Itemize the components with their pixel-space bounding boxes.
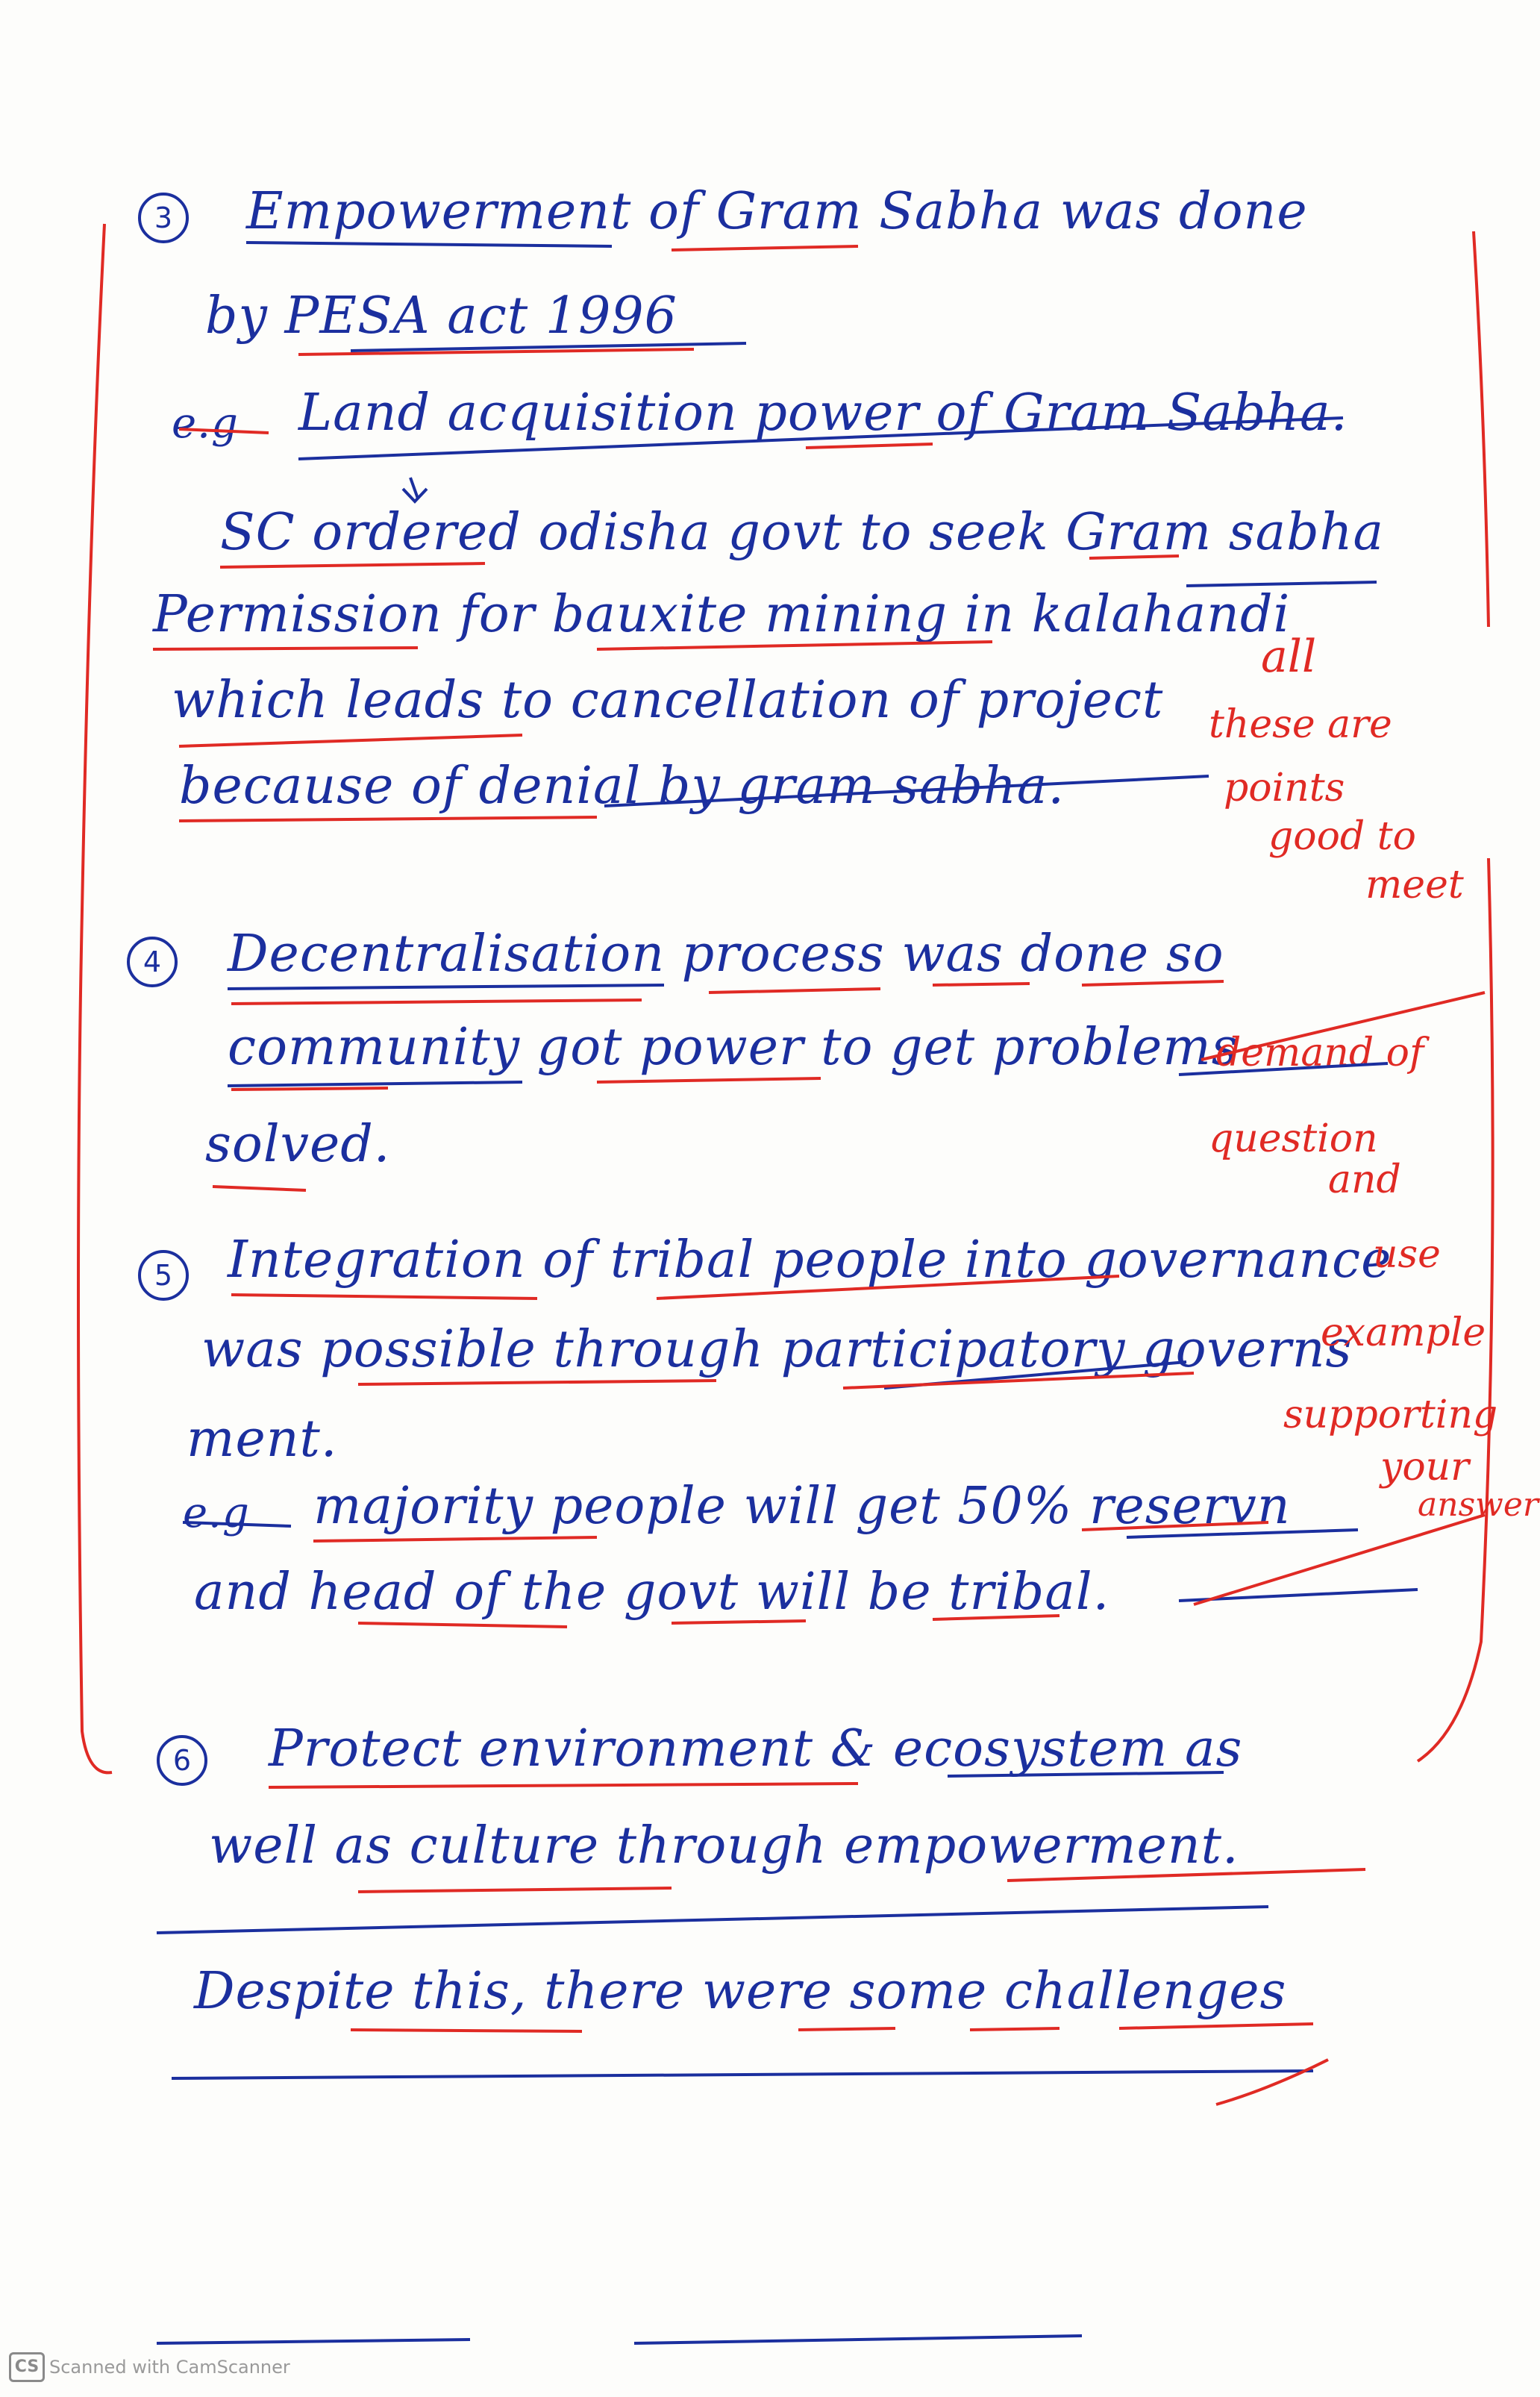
remark-answer: answer (1418, 1486, 1539, 1524)
point-6-line-1: Protect environment & ecosystem as (269, 1719, 1243, 1778)
point-5-line-2: was possible through participatory governs (201, 1320, 1353, 1379)
example-line-2: SC ordered odisha govt to seek Gram sabha (220, 503, 1385, 562)
remark-these-are: these are (1209, 702, 1392, 747)
remark-supporting: supporting (1283, 1393, 1498, 1437)
point-3-line-2: by PESA act 1996 (205, 287, 677, 346)
camscanner-logo: CS (9, 2352, 45, 2382)
example-line-4: which leads to cancellation of project (172, 671, 1164, 730)
camscanner-watermark: Scanned with CamScanner (49, 2357, 290, 2378)
remark-example: example (1321, 1310, 1486, 1355)
point-4-line-2: community got power to get problems (228, 1018, 1239, 1077)
remark-meet: meet (1365, 863, 1464, 907)
point-5-line-4: majority people will get 50% reservn (313, 1477, 1291, 1536)
remark-your: your (1380, 1445, 1470, 1490)
point-number-3: 3 (138, 193, 189, 243)
remark-all: all (1261, 631, 1317, 683)
remark-question: question (1209, 1116, 1378, 1161)
point-4-line-1: Decentralisation process was done so (228, 925, 1224, 984)
point-5-line-3: ment. (187, 1410, 338, 1469)
remark-and: and (1328, 1157, 1401, 1202)
closing-line: Despite this, there were some challenges (194, 1962, 1287, 2021)
example-line-3: Permission for bauxite mining in kalahandi (153, 585, 1291, 644)
remark-use: use (1373, 1232, 1441, 1277)
example-label: e.g (172, 399, 239, 448)
remark-demand-of: demand of (1216, 1031, 1424, 1075)
point-number-4: 4 (127, 937, 178, 987)
example-line-5: because of denial by gram sabha. (179, 757, 1065, 816)
point-5-line-5: and head of the govt will be tribal. (194, 1563, 1110, 1622)
remark-points: points (1224, 766, 1345, 810)
point-4-line-3: solved. (205, 1115, 391, 1174)
point-6-line-2: well as culture through empowerment. (209, 1816, 1239, 1875)
point-number-5: 5 (138, 1250, 189, 1301)
remark-good-to: good to (1268, 814, 1416, 859)
point-5-line-1: Integration of tribal people into governance (228, 1231, 1392, 1290)
point-3-line-1: Empowerment of Gram Sabha was done (246, 182, 1308, 241)
point-number-6: 6 (157, 1735, 207, 1786)
example-line-1: Land acquisition power of Gram Sabha. (298, 384, 1348, 443)
point-5-example-label: e.g (183, 1489, 250, 1537)
